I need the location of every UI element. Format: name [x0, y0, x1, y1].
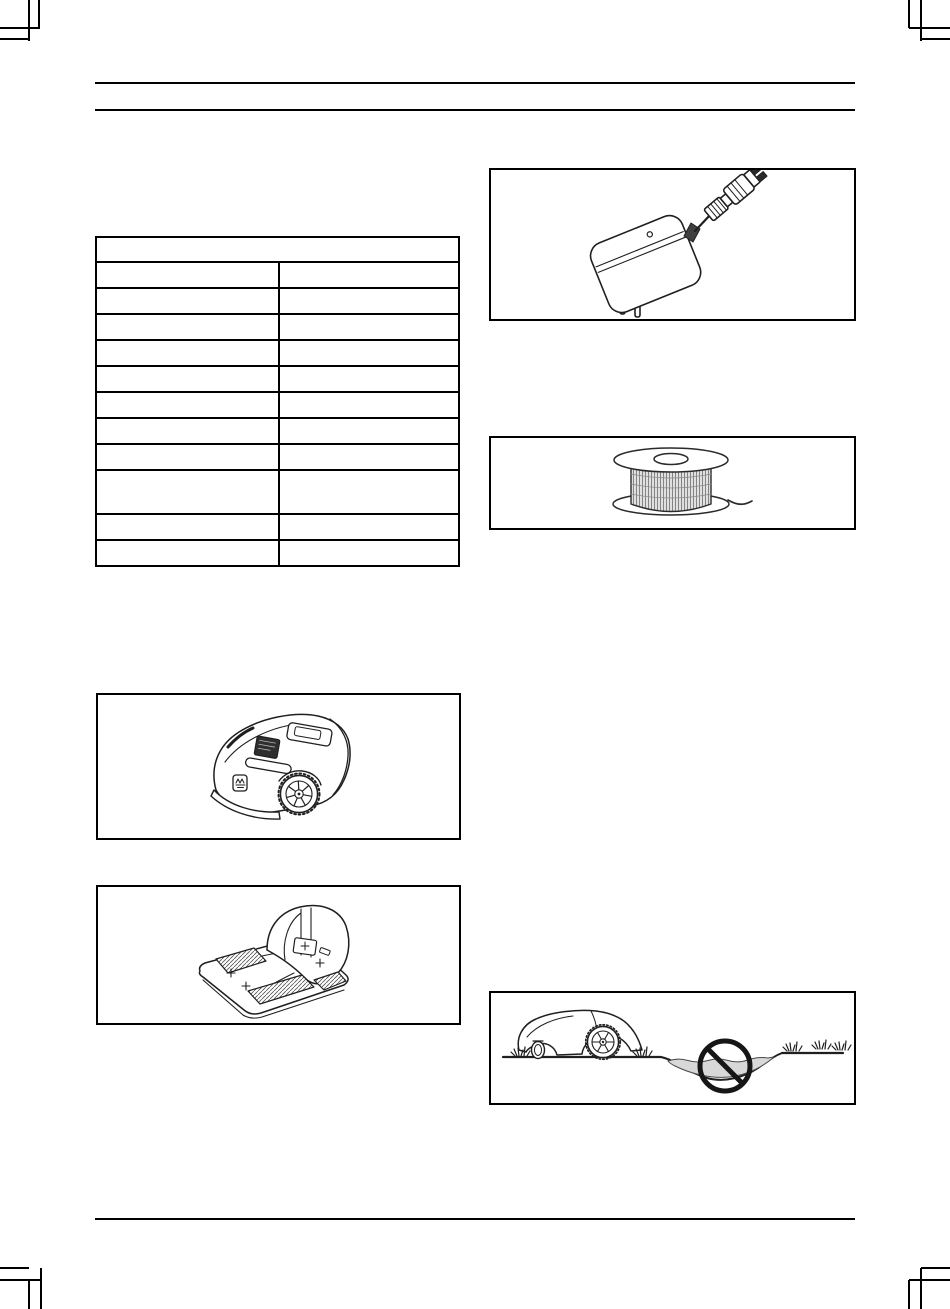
crop-mark-line: [28, 1280, 30, 1309]
crop-mark-line: [28, 0, 30, 41]
grass-tuft: [832, 1041, 851, 1050]
table-cell-left: [97, 341, 280, 365]
crop-mark-line: [909, 1279, 950, 1281]
table-cell-right: [280, 289, 458, 313]
figure-battery-charger: [489, 168, 856, 321]
figure-water-ditch-prohibition: [489, 991, 856, 1105]
spec-table-body: [97, 263, 458, 565]
table-row: [97, 341, 458, 367]
table-row: [97, 263, 458, 289]
figure-boundary-wire-spool: [489, 436, 856, 530]
table-cell-right: [280, 541, 458, 565]
table-cell-left: [97, 263, 280, 287]
table-row: [97, 419, 458, 445]
table-cell-left: [97, 367, 280, 391]
table-cell-left: [97, 289, 280, 313]
battery-charger-illustration: [491, 170, 854, 319]
table-cell-right: [280, 263, 458, 287]
charging-station-illustration: [98, 887, 459, 1023]
cable-connector: [702, 170, 768, 223]
crop-mark-line: [0, 27, 40, 29]
crop-mark-line: [909, 27, 950, 29]
table-cell-right: [280, 471, 458, 513]
table-cell-right: [280, 393, 458, 417]
table-row: [97, 471, 458, 515]
table-row: [97, 315, 458, 341]
crop-mark-line: [920, 0, 922, 41]
charger-body: [586, 211, 705, 316]
crop-mark-line: [908, 1280, 910, 1309]
footer-rule: [95, 1218, 855, 1220]
table-cell-left: [97, 315, 280, 339]
rear-wheel: [279, 774, 320, 815]
boundary-wire-spool-illustration: [491, 438, 854, 528]
table-row: [97, 289, 458, 315]
table-cell-left: [97, 393, 280, 417]
spool-wire-tail: [728, 500, 752, 504]
table-row: [97, 445, 458, 471]
crop-mark-line: [38, 0, 40, 28]
table-cell-left: [97, 445, 280, 469]
crop-mark-line: [0, 1267, 29, 1269]
table-cell-right: [280, 419, 458, 443]
table-row: [97, 367, 458, 393]
table-row: [97, 393, 458, 419]
table-row: [97, 541, 458, 565]
spec-table-title-cell: [97, 238, 458, 263]
crop-mark-line: [40, 1268, 42, 1309]
grass-tuft: [783, 1042, 802, 1051]
crop-mark-line: [920, 1268, 922, 1309]
figure-charging-station: [96, 885, 461, 1025]
grass-tuft: [812, 1040, 831, 1049]
robotic-lawnmower-illustration: [98, 695, 459, 838]
figure-robotic-lawnmower: [96, 693, 461, 840]
table-cell-right: [280, 367, 458, 391]
mower-side-rear-wheel: [586, 1025, 621, 1060]
table-cell-left: [97, 471, 280, 513]
table-row: [97, 515, 458, 541]
crop-mark-line: [908, 0, 910, 28]
mower-front-caster: [532, 1041, 545, 1059]
mower-keypad: [254, 736, 280, 759]
table-cell-right: [280, 341, 458, 365]
table-cell-left: [97, 419, 280, 443]
table-cell-right: [280, 445, 458, 469]
header-rule-top: [95, 82, 855, 84]
spool-center-hole: [654, 454, 688, 465]
crop-mark-line: [921, 1267, 950, 1269]
crop-mark-line: [0, 1279, 41, 1281]
spec-table: [95, 236, 460, 567]
water-ditch-prohibition-illustration: [491, 993, 854, 1103]
table-cell-right: [280, 515, 458, 539]
table-cell-left: [97, 515, 280, 539]
header-rule-bottom: [95, 109, 855, 111]
table-cell-right: [280, 315, 458, 339]
table-cell-left: [97, 541, 280, 565]
crop-mark-line: [0, 38, 29, 40]
crop-mark-line: [921, 38, 950, 40]
